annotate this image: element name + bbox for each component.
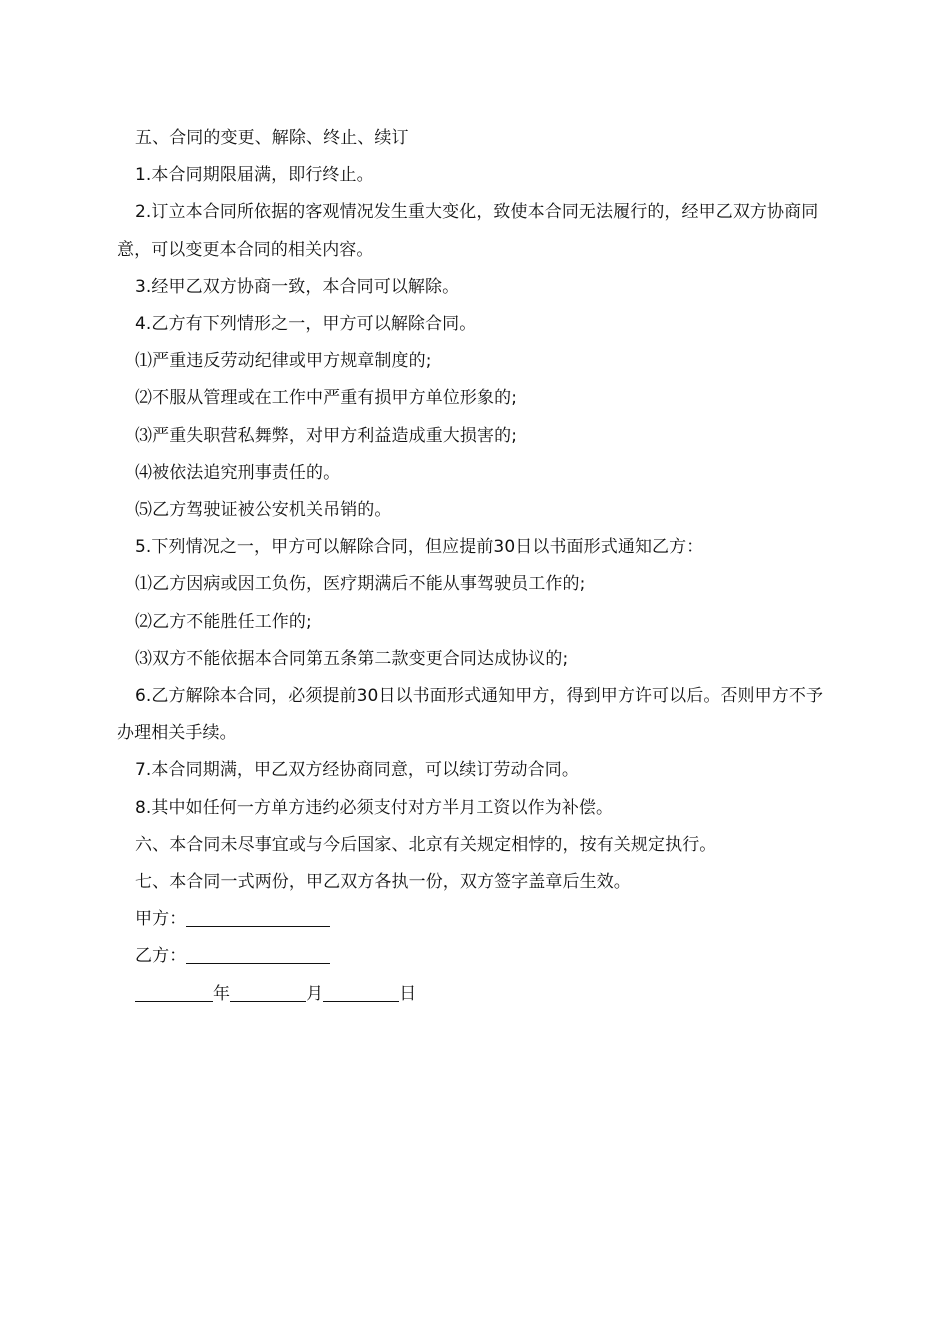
year-label: 年 bbox=[213, 983, 231, 1004]
day-label: 日 bbox=[399, 983, 417, 1004]
month-label: 月 bbox=[306, 983, 324, 1004]
section-6: 六、本合同未尽事宜或与今后国家、北京有关规定相悖的，按有关规定执行。 bbox=[135, 834, 717, 855]
document-body bbox=[117, 120, 835, 1013]
party-a-label: 甲方： bbox=[135, 909, 187, 930]
year-blank bbox=[135, 979, 213, 1002]
day-blank bbox=[323, 979, 399, 1002]
clause-5-4-item-2: ⑵不服从管理或在工作中严重有损甲方单位形象的; bbox=[135, 388, 518, 409]
clause-5-4-item-4: ⑷被依法追究刑事责任的。 bbox=[135, 462, 341, 483]
clause-5-6: 6.乙方解除本合同，必须提前30日以书面形式通知甲方，得到甲方许可以后。否则甲方不予办理相关手续。 bbox=[117, 686, 824, 744]
clause-5-7: 7.本合同期满，甲乙双方经协商同意，可以续订劳动合同。 bbox=[135, 760, 579, 781]
clause-5-5-item-1: ⑴乙方因病或因工负伤，医疗期满后不能从事驾驶员工作的; bbox=[135, 574, 586, 595]
clause-5-2: 2.订立本合同所依据的客观情况发生重大变化，致使本合同无法履行的，经甲乙双方协商同意，可以变更本合同的相关内容。 bbox=[117, 202, 819, 260]
clause-5-3: 3.经甲乙双方协商一致，本合同可以解除。 bbox=[135, 276, 460, 297]
clause-5-4-item-1: ⑴严重违反劳动纪律或甲方规章制度的; bbox=[135, 351, 432, 372]
party-b-label: 乙方： bbox=[135, 946, 187, 967]
section-5-heading: 五、合同的变更、解除、终止、续订 bbox=[135, 128, 409, 148]
party-b-signature-line bbox=[117, 938, 835, 975]
clause-5-1: 1.本合同期限届满，即行终止。 bbox=[135, 165, 374, 186]
clause-5-4-item-5: ⑸乙方驾驶证被公安机关吊销的。 bbox=[135, 500, 392, 521]
clause-5-8: 8.其中如任何一方单方违约必须支付对方半月工资以作为补偿。 bbox=[135, 797, 614, 818]
clause-5-4: 4.乙方有下列情形之一，甲方可以解除合同。 bbox=[135, 314, 477, 335]
party-a-signature-line bbox=[117, 901, 835, 938]
clause-5-4-item-3: ⑶严重失职营私舞弊，对甲方利益造成重大损害的; bbox=[135, 425, 518, 446]
clause-5-5-item-2: ⑵乙方不能胜任工作的; bbox=[135, 611, 312, 632]
party-a-blank bbox=[186, 904, 330, 927]
month-blank bbox=[230, 979, 306, 1002]
section-7: 七、本合同一式两份，甲乙双方各执一份，双方签字盖章后生效。 bbox=[135, 872, 631, 893]
party-b-blank bbox=[186, 941, 330, 964]
date-line bbox=[117, 976, 835, 1013]
clause-5-5: 5.下列情况之一，甲方可以解除合同，但应提前30日以书面形式通知乙方： bbox=[135, 537, 704, 558]
clause-5-5-item-3: ⑶双方不能依据本合同第五条第二款变更合同达成协议的; bbox=[135, 648, 569, 669]
